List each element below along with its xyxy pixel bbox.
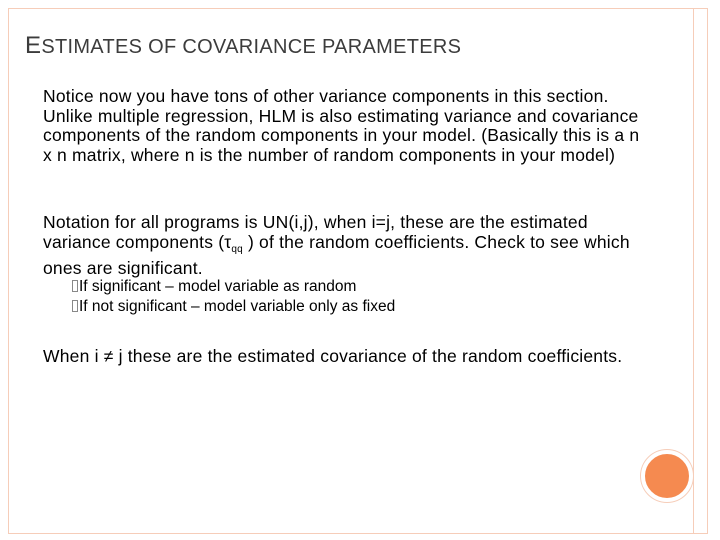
bullet-box-icon <box>72 280 78 292</box>
frame-vertical-rule <box>693 8 694 534</box>
bullet-item-not-significant <box>72 297 395 317</box>
tau-subscript: qq <box>231 243 243 255</box>
notation-text-end: ) of the random coefficients. Check to see which ones are significant. <box>43 231 630 278</box>
title-rest: STIMATES OF COVARIANCE PARAMETERS <box>41 36 462 58</box>
bullet-label: If significant – model variable as random <box>79 278 357 295</box>
notation-text-start: Notation for all programs is UN(i,j), when i=j, these are the estimated variance components (τ <box>43 212 588 252</box>
paragraph-covariance: When i ≠ j these are the estimated covariance of the random coefficients. <box>43 346 623 366</box>
bullet-label: If not significant – model variable only as fixed <box>79 298 396 315</box>
title-first-letter: E <box>25 32 42 59</box>
bullet-item-significant <box>72 277 356 297</box>
paragraph-notation <box>43 213 643 279</box>
slide-title <box>25 32 461 60</box>
paragraph-variance-components: Notice now you have tons of other variance components in this section. Unlike multiple regression, HLM is also estimating variance and covariance components of the random components in your model. (Basically this is a n x n matrix, where n is the number of random components in your model) <box>43 86 640 165</box>
decorative-circle <box>641 450 693 502</box>
bullet-box-icon <box>72 300 78 312</box>
